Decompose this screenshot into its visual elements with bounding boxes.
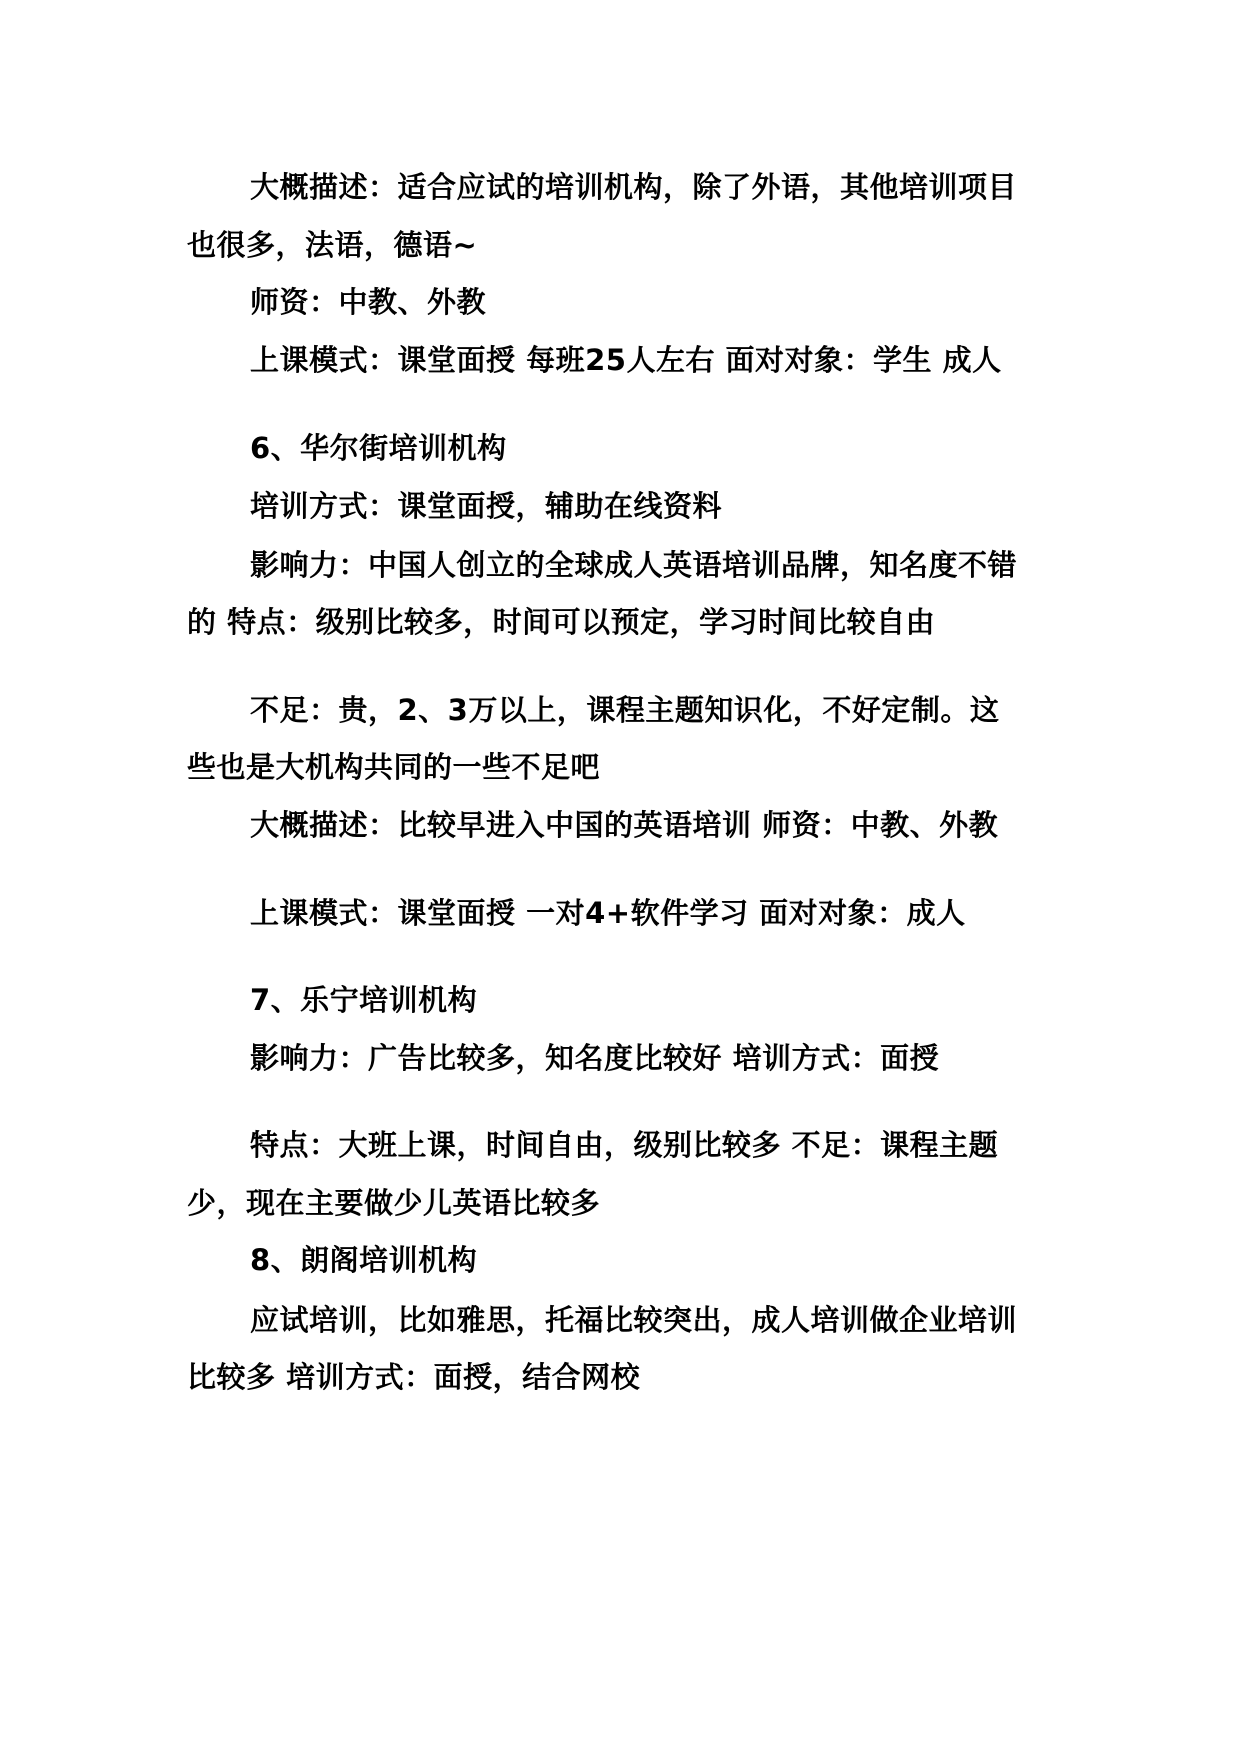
section-heading-6: 6、华尔街培训机构	[250, 431, 507, 465]
text-line-2: 也很多，法语，德语~	[187, 228, 478, 262]
section-heading-8: 8、朗阁培训机构	[250, 1243, 478, 1277]
text-line-7: 影响力：中国人创立的全球成人英语培训品牌，知名度不错	[250, 548, 1018, 582]
text-line-8: 的 特点：级别比较多，时间可以预定，学习时间比较自由	[187, 605, 936, 639]
section-heading-7: 7、乐宁培训机构	[250, 983, 478, 1017]
text-line-9: 不足：贵，2、3万以上，课程主题知识化，不好定制。这	[250, 693, 1000, 727]
text-line-4: 上课模式：课堂面授 每班25人左右 面对对象：学生 成人	[250, 343, 1002, 377]
text-line-16: 少，现在主要做少儿英语比较多	[187, 1186, 601, 1220]
text-line-14: 影响力：广告比较多，知名度比较好 培训方式：面授	[250, 1041, 940, 1075]
text-line-10: 些也是大机构共同的一些不足吧	[187, 750, 601, 784]
text-line-18: 应试培训，比如雅思，托福比较突出，成人培训做企业培训	[250, 1303, 1018, 1337]
text-line-19: 比较多 培训方式：面授，结合网校	[187, 1360, 641, 1394]
text-line-1: 大概描述：适合应试的培训机构，除了外语，其他培训项目	[250, 170, 1018, 204]
text-line-11: 大概描述：比较早进入中国的英语培训 师资：中教、外教	[250, 808, 999, 842]
text-line-15: 特点：大班上课，时间自由，级别比较多 不足：课程主题	[250, 1128, 999, 1162]
text-line-6: 培训方式：课堂面授，辅助在线资料	[250, 489, 723, 523]
text-line-12: 上课模式：课堂面授 一对4+软件学习 面对对象：成人	[250, 896, 966, 930]
text-line-3: 师资：中教、外教	[250, 285, 487, 319]
